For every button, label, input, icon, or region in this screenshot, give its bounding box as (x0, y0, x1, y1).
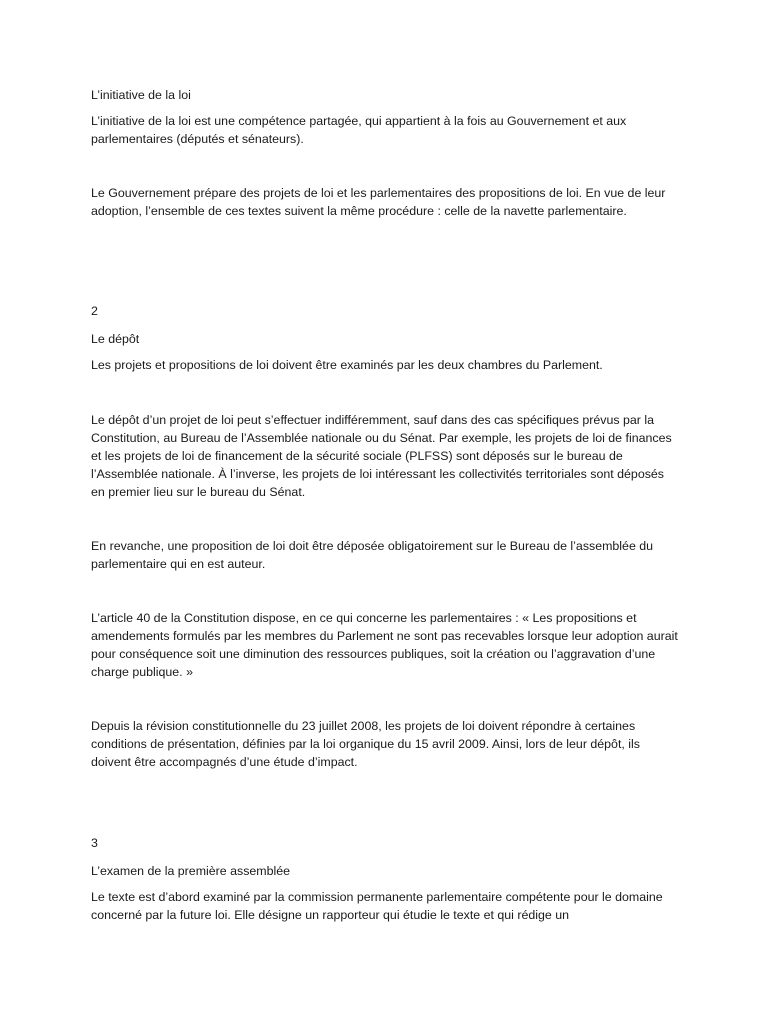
section-heading-initiative: L’initiative de la loi (91, 88, 191, 102)
section-number-2: 2 (91, 304, 98, 318)
paragraph-depot-5: Depuis la révision constitutionnelle du 23 juillet 2008, les projets de loi doivent répondre à certaines conditions de présentation, définies par la loi organique du 15 avril 2009. Ainsi, lors de leur dépôt, ils doivent être accompagnés d’une étude d’impact. (91, 719, 640, 769)
paragraph-depot-4: L’article 40 de la Constitution dispose, en ce qui concerne les parlementaires : « Les propositions et amendements formulés par les membres du Parlement ne sont pas recevables lorsque leur adoption aurait pour conséquence soit une diminution des ressources publiques, soit la création ou l’aggravation d’une charge publique. » (91, 611, 678, 679)
paragraph-depot-2: Le dépôt d’un projet de loi peut s’effectuer indifféremment, sauf dans des cas spécifiques prévus par la Constitution, au Bureau de l’Assemblée nationale ou du Sénat. Par exemple, les projets de loi de finances et les projets de loi de financement de la sécurité sociale (PLFSS) sont déposés sur le bureau de l’Assemblée nationale. À l’inverse, les projets de loi intéressant les collectivités territoriales sont déposés en premier lieu sur le bureau du Sénat. (91, 413, 672, 499)
paragraph-depot-3: En revanche, une proposition de loi doit être déposée obligatoirement sur le Bureau de l’assemblée du parlementaire qui en est auteur. (91, 539, 654, 571)
section-number-3: 3 (91, 836, 98, 850)
section-heading-depot: Le dépôt (91, 332, 140, 346)
paragraph-initiative-1: L’initiative de la loi est une compétence partagée, qui appartient à la fois au Gouvernement et aux parlementaires (députés et sénateurs). (91, 114, 627, 146)
section-heading-examen: L’examen de la première assemblée (91, 864, 291, 878)
paragraph-initiative-2: Le Gouvernement prépare des projets de loi et les parlementaires des propositions de loi. En vue de leur adoption, l’ensemble de ces textes suivent la même procédure : celle de la navette parlementaire. (91, 186, 666, 218)
paragraph-examen-1: Le texte est d’abord examiné par la commission permanente parlementaire compétente pour le domaine concerné par la future loi. Elle désigne un rapporteur qui étudie le texte et qui rédige un (91, 890, 663, 922)
paragraph-depot-1: Les projets et propositions de loi doivent être examinés par les deux chambres du Parlement. (91, 358, 603, 372)
